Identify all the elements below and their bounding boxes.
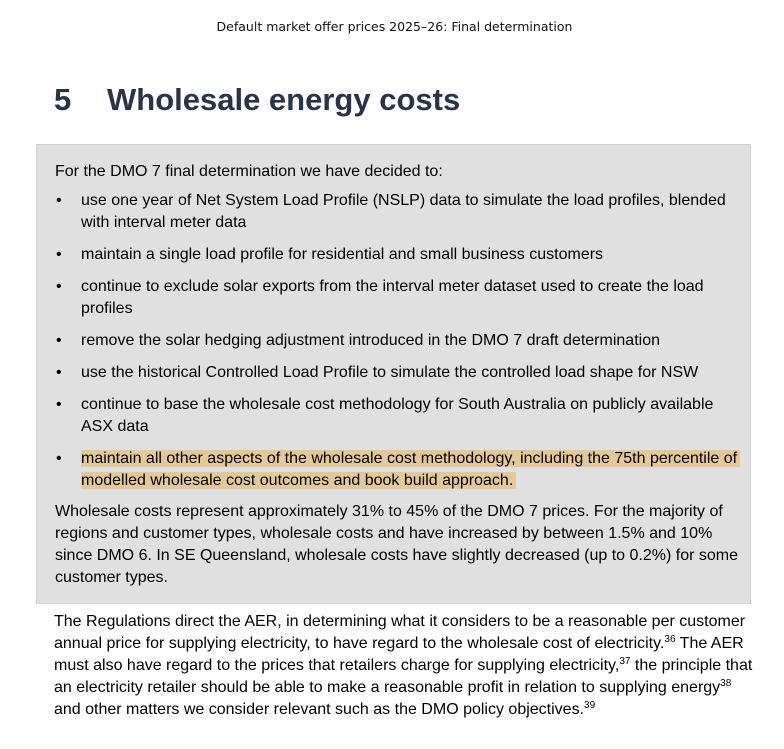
chapter-number: 5 [54,82,72,117]
footnote-ref[interactable]: 36 [664,634,676,645]
bullet-text: use the historical Controlled Load Profile to simulate the controlled load shape for NSW [81,364,699,381]
body-text: The AER must also have regard to the prices that retailers charge for supplying electricity, [54,635,744,674]
list-item [55,394,745,438]
footnote-ref[interactable]: 38 [720,678,732,689]
list-item [55,190,745,234]
bullet-icon: • [56,278,62,295]
list-item [55,448,745,492]
bullet-icon: • [56,450,62,467]
bullet-icon: • [56,396,62,413]
bullet-icon: • [56,246,62,263]
summary-box [36,144,751,604]
summary-bullet-list [55,190,745,502]
bullet-icon: • [56,364,62,381]
body-text: The Regulations direct the AER, in determining what it considers to be a reasonable per customer annual price for supplying electricity, to have regard to the wholesale cost of electricity. [54,613,746,652]
body-paragraph [54,611,754,721]
bullet-text: use one year of Net System Load Profile (NSLP) data to simulate the load profiles, blended with interval meter data [81,192,726,231]
highlighted-bullet-text: maintain all other aspects of the wholesale cost methodology, including the 75th percentile of modelled wholesale cost outcomes and book build approach. [81,450,740,489]
running-header: Default market offer prices 2025–26: Final determination [216,19,573,34]
bullet-text: continue to base the wholesale cost methodology for South Australia on publicly available ASX data [81,396,714,435]
list-item [55,362,745,384]
list-item [55,330,745,352]
footnote-ref[interactable]: 39 [584,700,596,711]
bullet-icon: • [56,192,62,209]
bullet-text: continue to exclude solar exports from the interval meter dataset used to create the load profiles [81,278,704,317]
list-item [55,244,745,266]
bullet-text: maintain a single load profile for residential and small business customers [81,246,604,263]
footnote-ref[interactable]: 37 [619,656,631,667]
chapter-title: Wholesale energy costs [107,82,461,117]
summary-paragraph: Wholesale costs represent approximately 31% to 45% of the DMO 7 prices. For the majority of regions and customer types, wholesale costs and have increased by between 1.5% and 10% since DMO 6. In SE Queensland, wholesale costs have slightly decreased (up to 0.2%) for some customer types. [55,503,739,586]
summary-intro: For the DMO 7 final determination we have decided to: [55,163,443,180]
chapter-heading [54,82,460,118]
bullet-text: remove the solar hedging adjustment introduced in the DMO 7 draft determination [81,332,660,349]
list-item [55,276,745,320]
body-text: the principle that an electricity retailer should be able to make a reasonable profit in relation to supplying energy [54,657,753,696]
bullet-icon: • [56,332,62,349]
body-text: and other matters we consider relevant such as the DMO policy objectives. [54,701,585,718]
